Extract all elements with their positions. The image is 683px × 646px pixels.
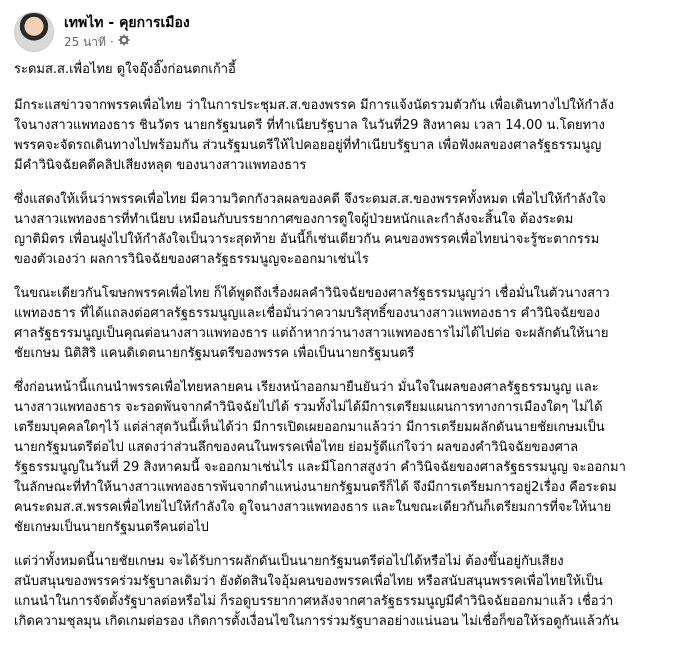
post-time[interactable]: 25 นาที (64, 35, 106, 49)
post-header (14, 10, 190, 54)
avatar[interactable] (14, 12, 54, 52)
gear-icon (118, 34, 130, 46)
post-paragraph-4: ซึ่งก่อนหน้านี้แกนนำพรรคเพื่อไทยหลายคน เรียงหน้าออกมายืนยันว่า มั่นใจในผลของศาลรัฐธรรมนูญ และ นางสาวแพทองธาร จะรอดพ้นจากคำวินิจฉัยไปได้ รวมทั้งไม่ได้มีการเตรียมแผนการทางการเมืองใดๆ ไม่ได้ เตรียมบุคคลใดๆไว้ แต่ล่าสุดวันนี้เห็นได้ว่า มีการเปิดเผยออกมาแล้วว่า มีการเตรียมผลักดันนายชัยเกษมเป็น นายกรัฐมนตรีต่อไป แสดงว่าส่วนลึกของคนในพรรคเพื่อไทย ย่อมรู้ดีแก่ใจว่า ผลของคำวินิจฉัยของศาล รัฐธรรมนูญในวันที่ 29 สิงหาคมนี้ จะออกมาเช่นไร และมีโอกาสสูงว่า คำวินิจฉัยของศาลรัฐธรรมนูญ จะออกมา ในลักษณะที่ทำให้นางสาวแพทองธารพ้นจากตำแหน่งนายกรัฐมนตรีก็ได้ จึงมีการเตรียมการอยู่2เรื่อง คือระดม คนระดมส.ส.พรรคเพื่อไทยไปให้กำลังใจ ดูใจนางสาวแพทองธาร และในขณะเดียวกันก็เตรียมการที่จะให้นาย ชัยเกษมเป็นนายกรัฐมนตรีคนต่อไป (14, 380, 626, 535)
post-body (14, 60, 670, 646)
page-name[interactable]: เทพไท - คุยการเมือง (64, 15, 190, 31)
post-paragraph-3: ในขณะเดียวกันโฆษกพรรคเพื่อไทย ก็ได้พูดถึงเรื่องผลคำวินิจฉัยของศาลรัฐธรรมนูญว่า เชื่อมั่นในตัวนางสาว แพทองธาร ที่ได้แถลงต่อศาลรัฐธรรมนูญและเชื่อมั่นว่าความบริสุทธิ์ของนางสาวแพทองธาร คำวินิจฉัยของ ศาลรัฐธรรมนูญเป็นคุณต่อนางสาวแพทองธาร แต่ถ้าหากว่านางสาวแพทองธารไม่ได้ไปต่อ จะผลักดันให้นาย ชัยเกษม นิติสิริ แคนดิเดตนายกรัฐมนตรีของพรรค เพื่อเป็นนายกรัฐมนตรี (14, 286, 610, 361)
post-paragraph-2: ซึ่งแสดงให้เห็นว่าพรรคเพื่อไทย มีความวิตกกังวลผลของคดี จึงระดมส.ส.ของพรรคทั้งหมด เพื่อไปให้กำลังใจ นางสาวแพทองธารที่ทำเนียบ เหมือนกับบรรยากาศของการดูใจผู้ป่วยหนักและกำลังจะสิ้นใจ ต้องระดม ญาติมิตร เพื่อนฝูงไปให้กำลังใจเป็นวาระสุดท้าย อันนี้ก็เช่นเดียวกัน คนของพรรคเพื่อไทยน่าจะรู้ชะตากรรม ของตัวเองว่า ผลการวินิจฉัยของศาลรัฐธรรมนูญจะออกมาเช่นไร (14, 192, 606, 267)
gear-icon[interactable] (118, 34, 130, 50)
post-meta (64, 14, 190, 50)
post-subline (64, 34, 190, 50)
post-title: ระดมส.ส.เพื่อไทย ดูใจอุ๊งอิ๊งก่อนตกเก้าอี้ (14, 62, 236, 77)
post-paragraph-1: มีกระแสข่าวจากพรรคเพื่อไทย ว่าในการประชุมส.ส.ของพรรค มีการแจ้งนัดรวมตัวกัน เพื่อเดินทางไปให้กำลัง ใจนางสาวแพทองธาร ชินวัตร นายกรัฐมนตรี ที่ทำเนียบรัฐบาล ในวันที่29 สิงหาคม เวลา 14.00 น.โดยทาง พรรคจะจัดรถเดินทางไปพร้อมกัน ส่วนรัฐมนตรีให้ไปคอยอยู่ที่ทำเนียบรัฐบาล เพื่อฟังผลของศาลรัฐธรรมนูญ มีคำวินิจฉัยคดีคลิปเสียงหลุด ของนางสาวแพทองธาร (14, 98, 614, 173)
separator-dot: · (109, 35, 114, 49)
post-paragraph-5: แต่ว่าทั้งหมดนี้นายชัยเกษม จะได้รับการผลักดันเป็นนายกรัฐมนตรีต่อไปได้หรือไม่ ต้องขึ้นอยู่กับเสียง สนับสนุนของพรรคร่วมรัฐบาลเดิมว่า ยังตัดสินใจอุ้มคนของพรรคเพื่อไทย หรือสนับสนุนพรรคเพื่อไทยให้เป็น แกนนำในการจัดตั้งรัฐบาลต่อหรือไม่ ก็รอดูบรรยากาศหลังจากศาลรัฐธรรมนูญมีคำวินิจฉัยออกมาแล้ว เชื่อว่า เกิดความชุลมุน เกิดเกมต่อรอง เกิดการตั้งเงื่อนไขในการร่วมรัฐบาลอย่างแน่นอน ไม่เชื่อก็ขอให้รอดูกันแล้วกัน (14, 554, 619, 629)
